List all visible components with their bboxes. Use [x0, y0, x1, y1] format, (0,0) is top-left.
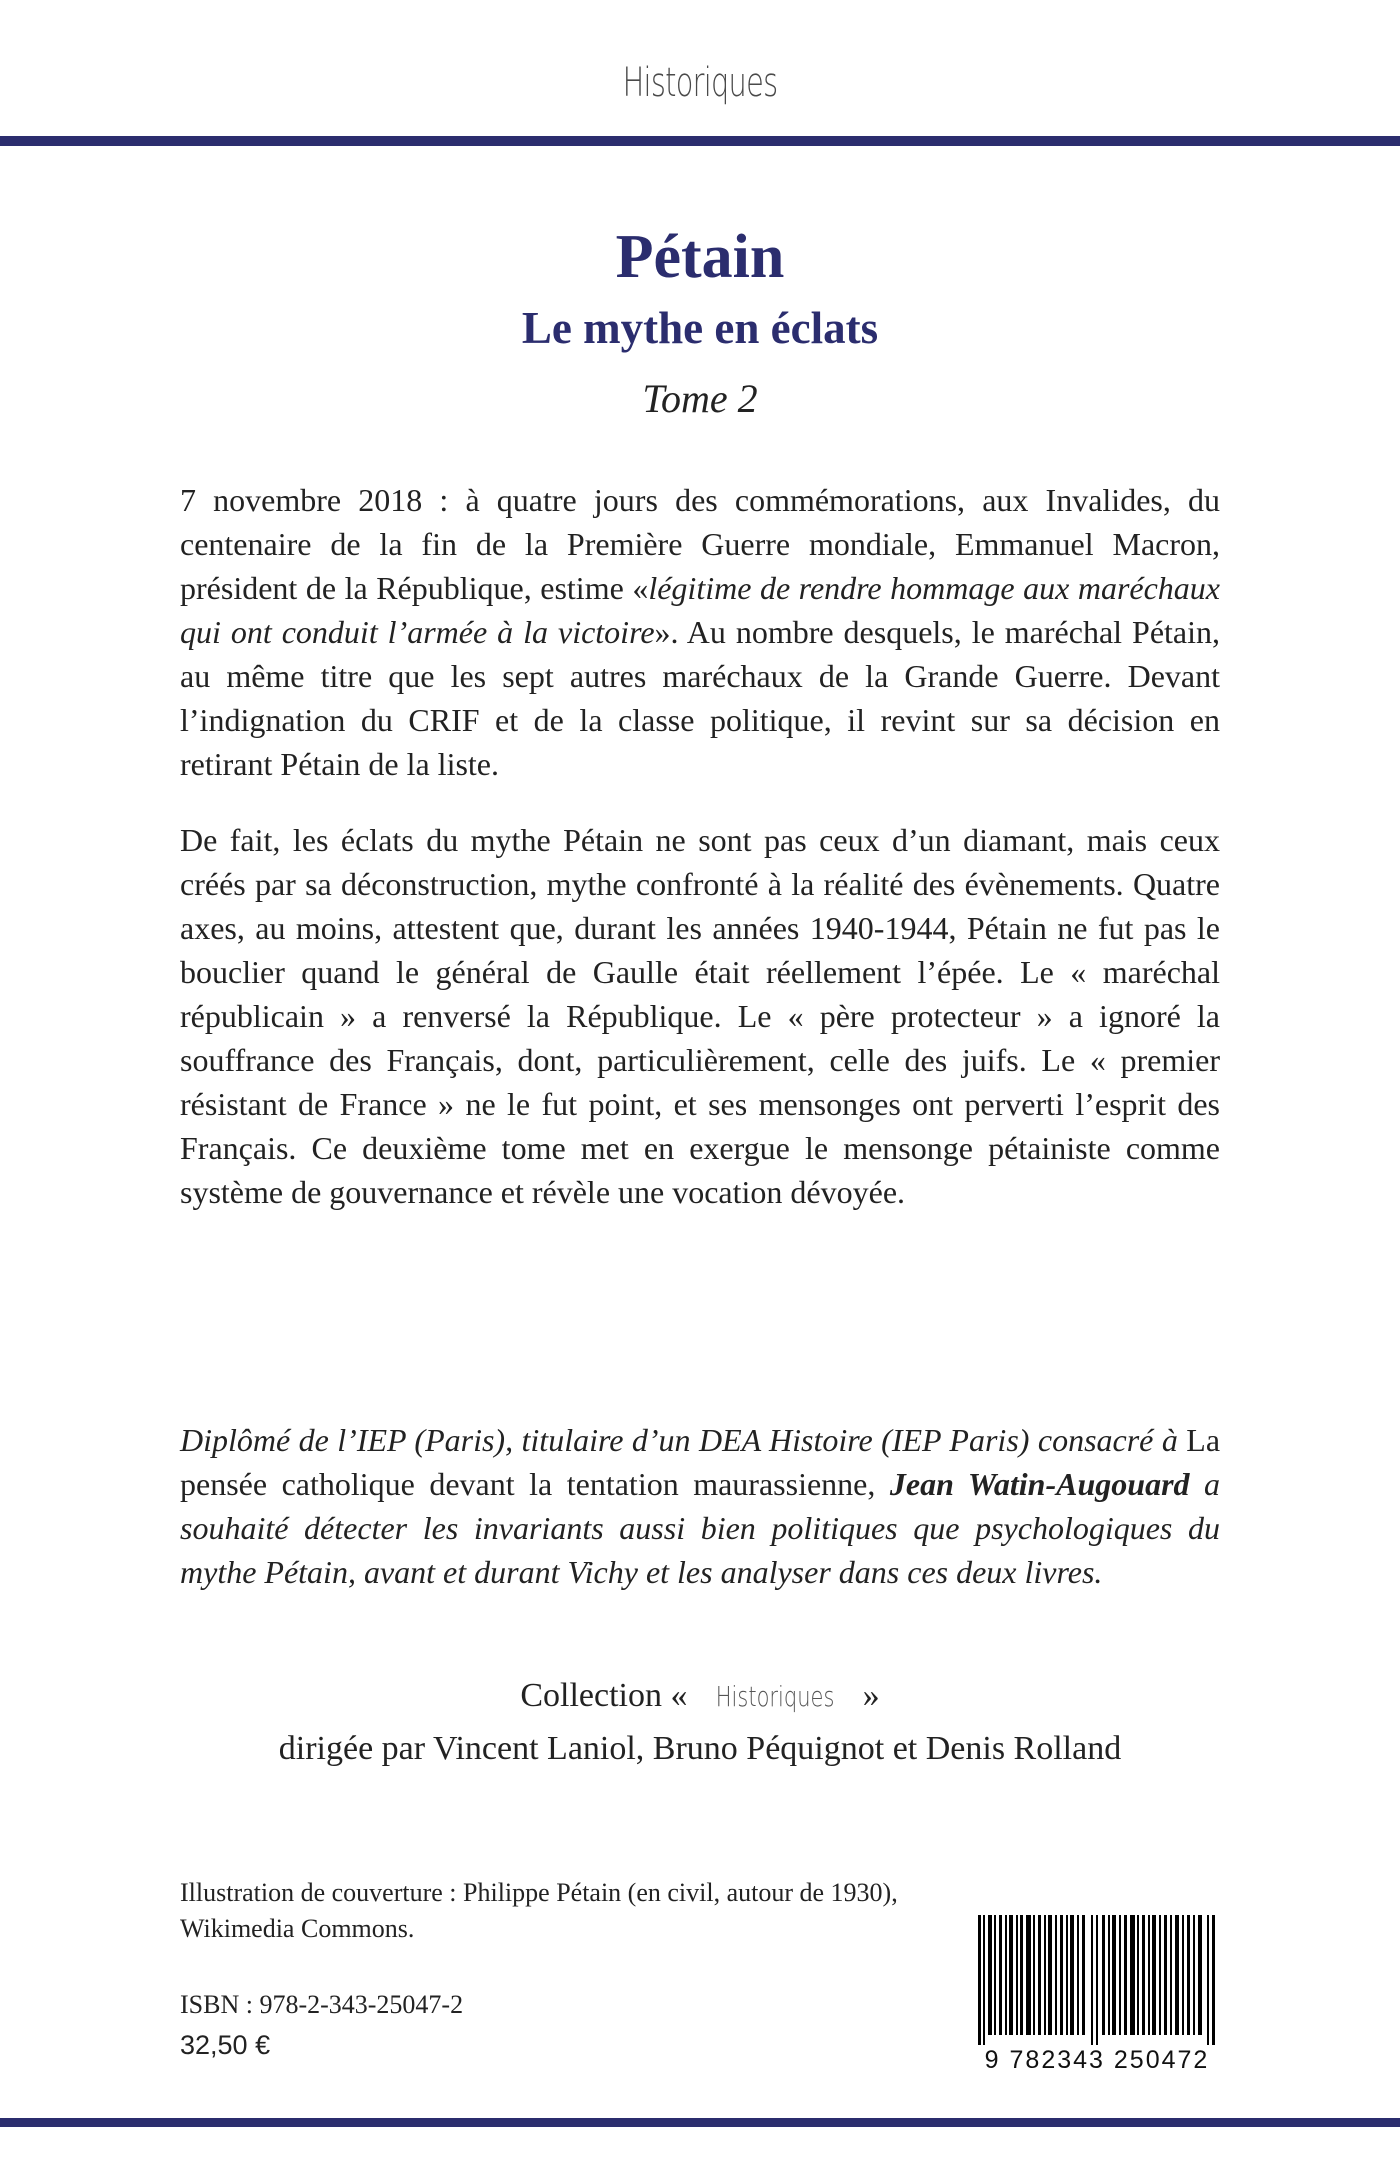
- barcode-number: 9 782343 250472: [984, 2046, 1210, 2074]
- price: 32,50 €: [180, 2030, 271, 2060]
- volume-label: Tome 2: [642, 376, 758, 421]
- top-rule: [0, 136, 1400, 146]
- collection-series-logo: Historiques: [715, 1680, 835, 1713]
- barcode: [978, 1915, 1216, 2045]
- series-logo: Historiques: [622, 60, 778, 106]
- macron-quote: légitime de rendre hommage aux maréchaux qui ont conduit l’armée à la victoire: [180, 570, 1221, 650]
- blurb-paragraph-1: 7 novembre 2018 : à quatre jours des commémorations, aux Invalides, du centenaire de la fin de la Première Guerre mondiale, Emmanuel Macron, président de la République, estime «légitime de rendre hommage aux maréchaux qui ont conduit l’armée à la victoire». Au nombre desquels, le maréchal Pétain, au même titre que les sept autres maréchaux de la Grande Guerre. Devant l’indignation du CRIF et de la classe politique, il revint sur sa décision en retirant Pétain de la liste.: [180, 482, 1221, 782]
- cover-credit: Illustration de couverture : Philippe Pétain (en civil, autour de 1930), Wikimedia Commons.: [180, 1878, 898, 1943]
- author-bio: Diplômé de l’IEP (Paris), titulaire d’un DEA Histoire (IEP Paris) consacré à La pensée catholique devant la tentation maurassienne, Jean Watin-Augouard a souhaité détecter les invariants aussi bien politiques que psychologiques du mythe Pétain, avant et durant Vichy et les analyser dans ces deux livres.: [180, 1422, 1221, 1590]
- book-title: Pétain: [615, 223, 785, 291]
- isbn: ISBN : 978-2-343-25047-2: [180, 1990, 464, 2019]
- collection-directors: dirigée par Vincent Laniol, Bruno Péquignot et Denis Rolland: [278, 1730, 1122, 1767]
- collection-info: Collection « Historiques » dirigée par Vincent Laniol, Bruno Péquignot et Denis Rolland: [0, 1670, 1400, 1775]
- book-subtitle: Le mythe en éclats: [521, 303, 879, 353]
- author-name: Jean Watin-Augouard: [889, 1466, 1190, 1502]
- bottom-rule: [0, 2118, 1400, 2127]
- thesis-title: La pensée catholique devant la tentation maurassienne,: [180, 1422, 1221, 1502]
- blurb-paragraph-2: De fait, les éclats du mythe Pétain ne sont pas ceux d’un diamant, mais ceux créés par sa déconstruction, mythe confronté à la réalité des évènements. Quatre axes, au moins, attestent que, durant les années 1940-1944, Pétain ne fut pas le bouclier quand le général de Gaulle était réellement l’épée. Le « maréchal républicain » a renversé la République. Le « père protecteur » a ignoré la souffrance des Français, dont, particulièrement, celle des juifs. Le « premier résistant de France » ne le fut point, et ses mensonges ont perverti l’esprit des Français. Ce deuxième tome met en exergue le mensonge pétainiste comme système de gouvernance et révèle une vocation dévoyée.: [180, 822, 1220, 1210]
